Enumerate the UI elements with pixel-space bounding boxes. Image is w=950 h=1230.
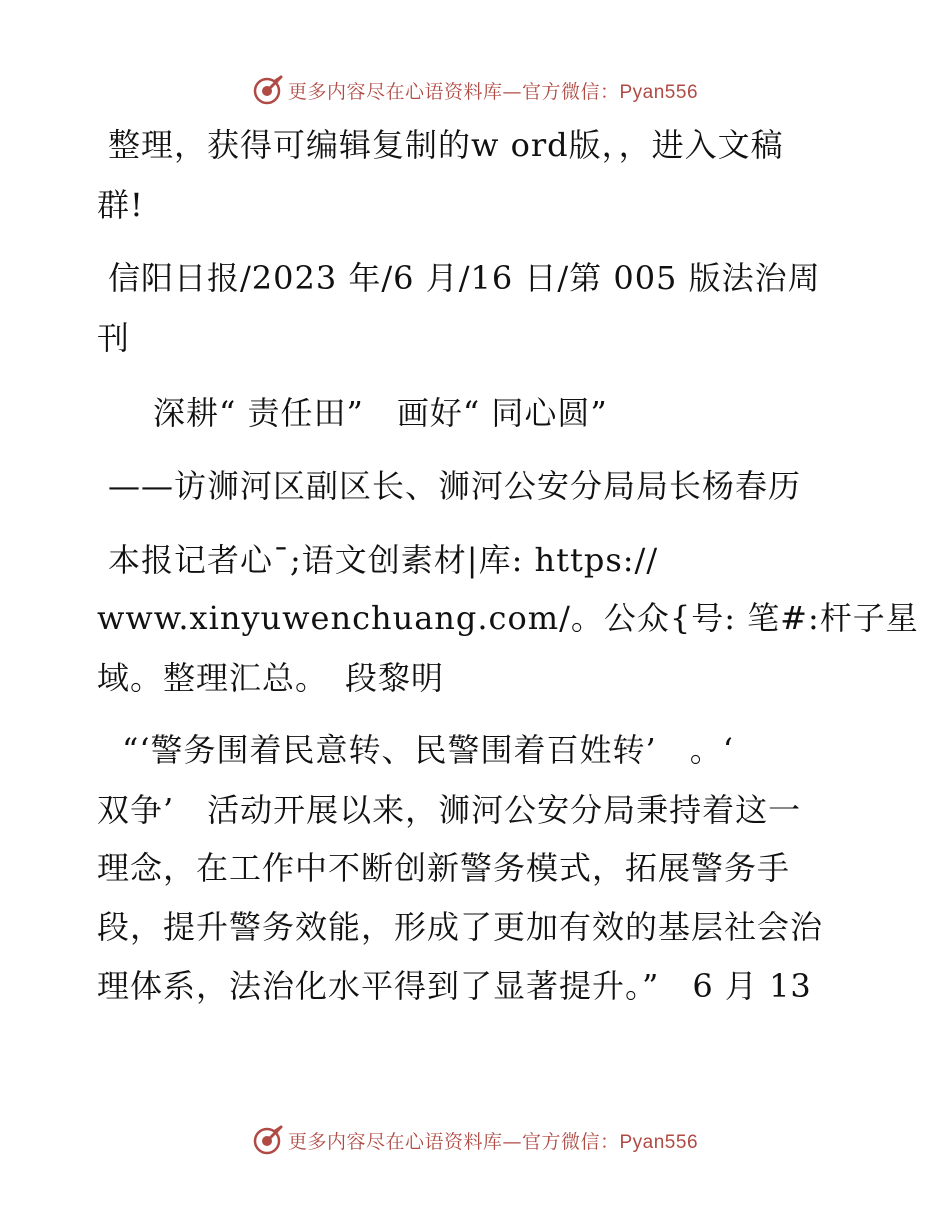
wechat-id: Pyan556: [619, 1131, 699, 1153]
footer-banner: [0, 1120, 950, 1160]
byline: www.xinyuwenchuang.com/。公众{号: 笔#:杆子星: [97, 599, 919, 637]
quill-seal-icon: [252, 1124, 284, 1156]
article-title: 深耕“ 责任田” 画好“ 同心圆”: [153, 394, 608, 432]
quill-seal-icon: [252, 74, 284, 106]
banner-text: 更多内容尽在心语资料库—官方微信：Pyan556: [287, 80, 699, 103]
paragraph-line: 段，提升警务效能，形成了更加有效的基层社会治: [97, 908, 824, 946]
paragraph-line: “‘警务围着民意转、民警围着百姓转’ 。‘: [122, 731, 734, 769]
paragraph-line: 理体系，法治化水平得到了显著提升。” 6 月 13: [97, 967, 812, 1005]
header-banner: [0, 70, 950, 110]
source-line: 信阳日报/2023 年/6 月/16 日/第 005 版法治周: [108, 259, 821, 297]
source-line: 刊: [97, 319, 131, 357]
byline: 域。整理汇总。 段黎明: [97, 659, 445, 697]
byline: 本报记者心¯;语文创素材|库: https://: [108, 541, 659, 579]
body-line: 群!: [97, 186, 144, 224]
article-subtitle: ——访浉河区副区长、浉河公安分局局长杨春历: [108, 467, 802, 505]
paragraph-line: 理念，在工作中不断创新警务模式，拓展警务手: [97, 849, 791, 887]
banner-text: 更多内容尽在心语资料库—官方微信：Pyan556: [287, 1130, 699, 1153]
body-line: 整理，获得可编辑复制的w ord版，，进入文稿: [108, 126, 784, 164]
paragraph-line: 双争’ 活动开展以来，浉河公安分局秉持着这一: [97, 791, 802, 829]
wechat-id: Pyan556: [619, 81, 699, 103]
